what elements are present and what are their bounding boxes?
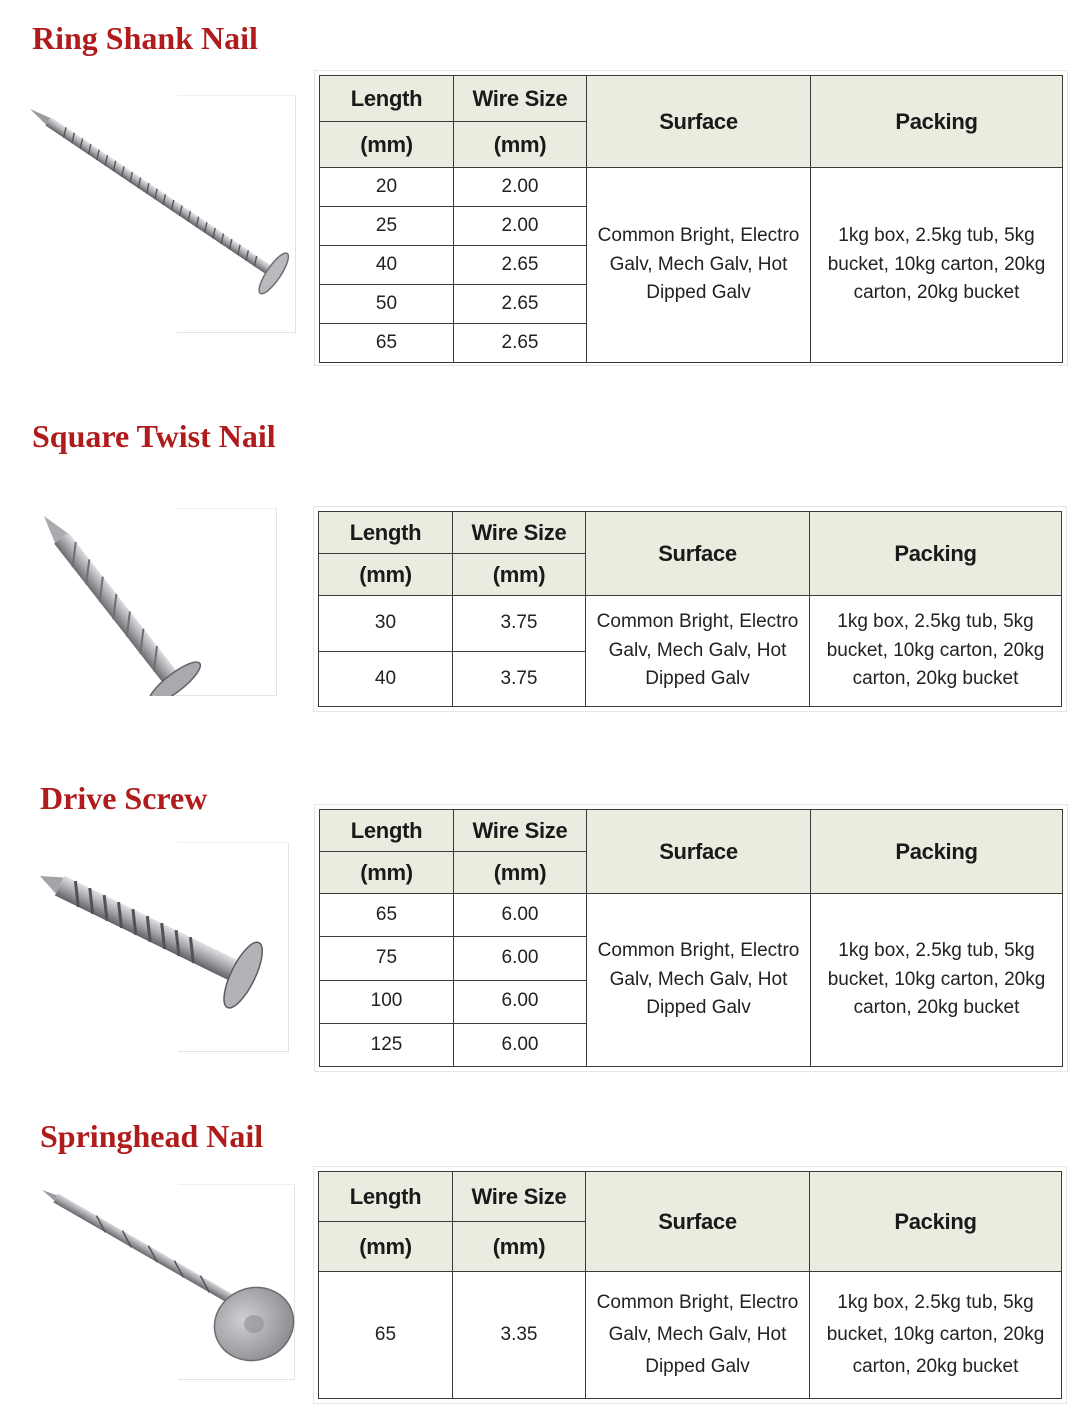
drive-screw-photo bbox=[24, 842, 290, 1052]
header-length: Length bbox=[320, 76, 454, 122]
header-wire-unit: (mm) bbox=[454, 852, 587, 894]
length-cell: 25 bbox=[320, 207, 454, 246]
springhead-nail-photo bbox=[28, 1184, 296, 1380]
header-packing: Packing bbox=[810, 512, 1062, 596]
header-surface: Surface bbox=[586, 512, 810, 596]
header-wire-size: Wire Size bbox=[454, 810, 587, 852]
wire-size-cell: 2.00 bbox=[454, 168, 587, 207]
header-surface: Surface bbox=[587, 76, 811, 168]
header-wire-size: Wire Size bbox=[454, 76, 587, 122]
section-title-springhead-nail: Springhead Nail bbox=[40, 1118, 264, 1154]
ring-shank-nail-table bbox=[314, 70, 1068, 366]
header-length: Length bbox=[319, 1172, 453, 1222]
header-length-unit: (mm) bbox=[320, 122, 454, 168]
wire-size-cell: 2.65 bbox=[454, 246, 587, 285]
wire-size-cell: 3.35 bbox=[453, 1272, 586, 1399]
header-length: Length bbox=[319, 512, 453, 554]
length-cell: 125 bbox=[320, 1023, 454, 1066]
length-cell: 50 bbox=[320, 285, 454, 324]
section-title-drive-screw: Drive Screw bbox=[40, 780, 208, 816]
header-packing: Packing bbox=[811, 76, 1063, 168]
square-twist-nail-table bbox=[313, 506, 1067, 712]
wire-size-cell: 6.00 bbox=[454, 894, 587, 937]
wire-size-cell: 6.00 bbox=[454, 1023, 587, 1066]
wire-size-cell: 6.00 bbox=[454, 937, 587, 980]
header-length-unit: (mm) bbox=[319, 554, 453, 596]
header-packing: Packing bbox=[810, 1172, 1062, 1272]
length-cell: 65 bbox=[320, 894, 454, 937]
ring-shank-nail-photo bbox=[22, 95, 296, 333]
header-surface: Surface bbox=[586, 1172, 810, 1272]
table-row bbox=[319, 596, 1062, 651]
wire-size-cell: 6.00 bbox=[454, 980, 587, 1023]
table-row bbox=[319, 1272, 1062, 1399]
surface-cell: Common Bright, Electro Galv, Mech Galv, Hot Dipped Galv bbox=[587, 168, 811, 363]
square-twist-nail-photo bbox=[38, 508, 278, 696]
length-cell: 40 bbox=[320, 246, 454, 285]
header-length: Length bbox=[320, 810, 454, 852]
wire-size-cell: 3.75 bbox=[453, 596, 586, 651]
header-wire-size: Wire Size bbox=[453, 512, 586, 554]
packing-cell: 1kg box, 2.5kg tub, 5kg bucket, 10kg carton, 20kg carton, 20kg bucket bbox=[811, 168, 1063, 363]
surface-cell: Common Bright, Electro Galv, Mech Galv, Hot Dipped Galv bbox=[587, 894, 811, 1067]
length-cell: 40 bbox=[319, 651, 453, 706]
wire-size-cell: 2.65 bbox=[454, 285, 587, 324]
header-length-unit: (mm) bbox=[319, 1222, 453, 1272]
table-row bbox=[320, 894, 1063, 937]
packing-cell: 1kg box, 2.5kg tub, 5kg bucket, 10kg carton, 20kg carton, 20kg bucket bbox=[810, 1272, 1062, 1399]
springhead-nail-table bbox=[313, 1166, 1067, 1404]
section-title-square-twist-nail: Square Twist Nail bbox=[32, 418, 276, 454]
length-cell: 65 bbox=[320, 324, 454, 363]
packing-cell: 1kg box, 2.5kg tub, 5kg bucket, 10kg carton, 20kg carton, 20kg bucket bbox=[810, 596, 1062, 707]
header-packing: Packing bbox=[811, 810, 1063, 894]
header-wire-unit: (mm) bbox=[453, 1222, 586, 1272]
wire-size-cell: 3.75 bbox=[453, 651, 586, 706]
wire-size-cell: 2.65 bbox=[454, 324, 587, 363]
packing-cell: 1kg box, 2.5kg tub, 5kg bucket, 10kg carton, 20kg carton, 20kg bucket bbox=[811, 894, 1063, 1067]
length-cell: 20 bbox=[320, 168, 454, 207]
table-row bbox=[320, 168, 1063, 207]
length-cell: 100 bbox=[320, 980, 454, 1023]
length-cell: 65 bbox=[319, 1272, 453, 1399]
header-wire-unit: (mm) bbox=[454, 122, 587, 168]
header-length-unit: (mm) bbox=[320, 852, 454, 894]
wire-size-cell: 2.00 bbox=[454, 207, 587, 246]
section-title-ring-shank-nail: Ring Shank Nail bbox=[32, 20, 258, 56]
header-wire-unit: (mm) bbox=[453, 554, 586, 596]
surface-cell: Common Bright, Electro Galv, Mech Galv, Hot Dipped Galv bbox=[586, 596, 810, 707]
length-cell: 75 bbox=[320, 937, 454, 980]
length-cell: 30 bbox=[319, 596, 453, 651]
header-surface: Surface bbox=[587, 810, 811, 894]
drive-screw-table bbox=[314, 804, 1068, 1072]
surface-cell: Common Bright, Electro Galv, Mech Galv, Hot Dipped Galv bbox=[586, 1272, 810, 1399]
header-wire-size: Wire Size bbox=[453, 1172, 586, 1222]
